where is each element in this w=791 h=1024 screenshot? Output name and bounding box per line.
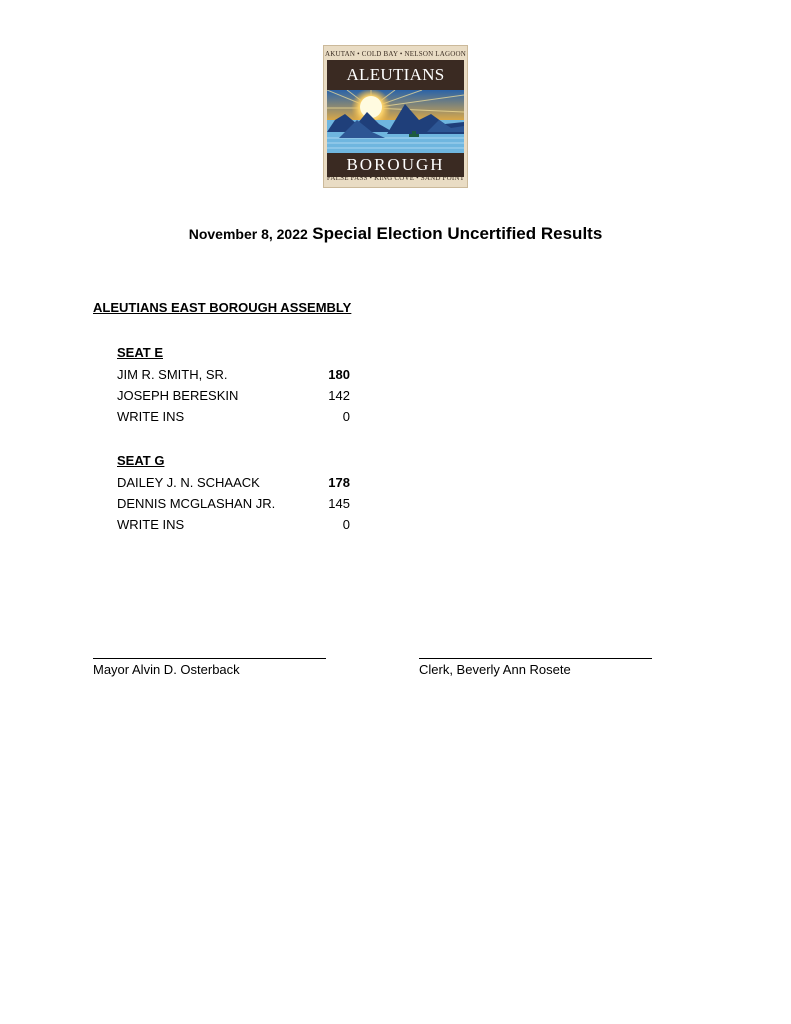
result-row (117, 388, 350, 406)
vote-count: 180 (328, 367, 350, 382)
logo-landscape-icon (327, 90, 464, 153)
logo-name: BOROUGH (346, 155, 445, 174)
result-row (117, 496, 350, 514)
logo-top-towns: AKUTAN • COLD BAY • NELSON LAGOON (324, 50, 467, 58)
clerk-signature-line (419, 658, 652, 659)
borough-logo (323, 45, 468, 188)
result-row (117, 367, 350, 385)
vote-count: 0 (342, 409, 350, 424)
page-title (0, 224, 791, 244)
mayor-signature-line (93, 658, 326, 659)
vote-count: 0 (342, 517, 350, 532)
candidate-name: DAILEY J. N. SCHAACK (117, 475, 260, 490)
vote-count: 142 (328, 388, 350, 403)
election-date: November 8, 2022 (188, 226, 308, 242)
candidate-name: JOSEPH BERESKIN (117, 388, 239, 403)
section-title: ALEUTIANS EAST BOROUGH ASSEMBLY (93, 300, 352, 315)
vote-count: 178 (328, 475, 350, 490)
candidate-name: JIM R. SMITH, SR. (117, 367, 228, 382)
vote-count: 145 (328, 496, 350, 511)
result-row (117, 475, 350, 493)
result-row (117, 517, 350, 535)
logo-title: ALEUTIANS (346, 65, 445, 84)
logo-title-band (327, 60, 464, 90)
seat-g-heading: SEAT G (117, 453, 165, 468)
logo-bottom-towns: FALSE PASS • KING COVE • SAND POINT (326, 174, 465, 182)
candidate-name: DENNIS MCGLASHAN JR. (117, 496, 276, 511)
mayor-signature-name: Mayor Alvin D. Osterback (93, 662, 240, 677)
candidate-name: WRITE INS (117, 409, 185, 424)
candidate-name: WRITE INS (117, 517, 185, 532)
clerk-signature-name: Clerk, Beverly Ann Rosete (419, 662, 571, 677)
election-title: Special Election Uncertified Results (312, 224, 603, 243)
result-row (117, 409, 350, 427)
seat-e-heading: SEAT E (117, 345, 163, 360)
